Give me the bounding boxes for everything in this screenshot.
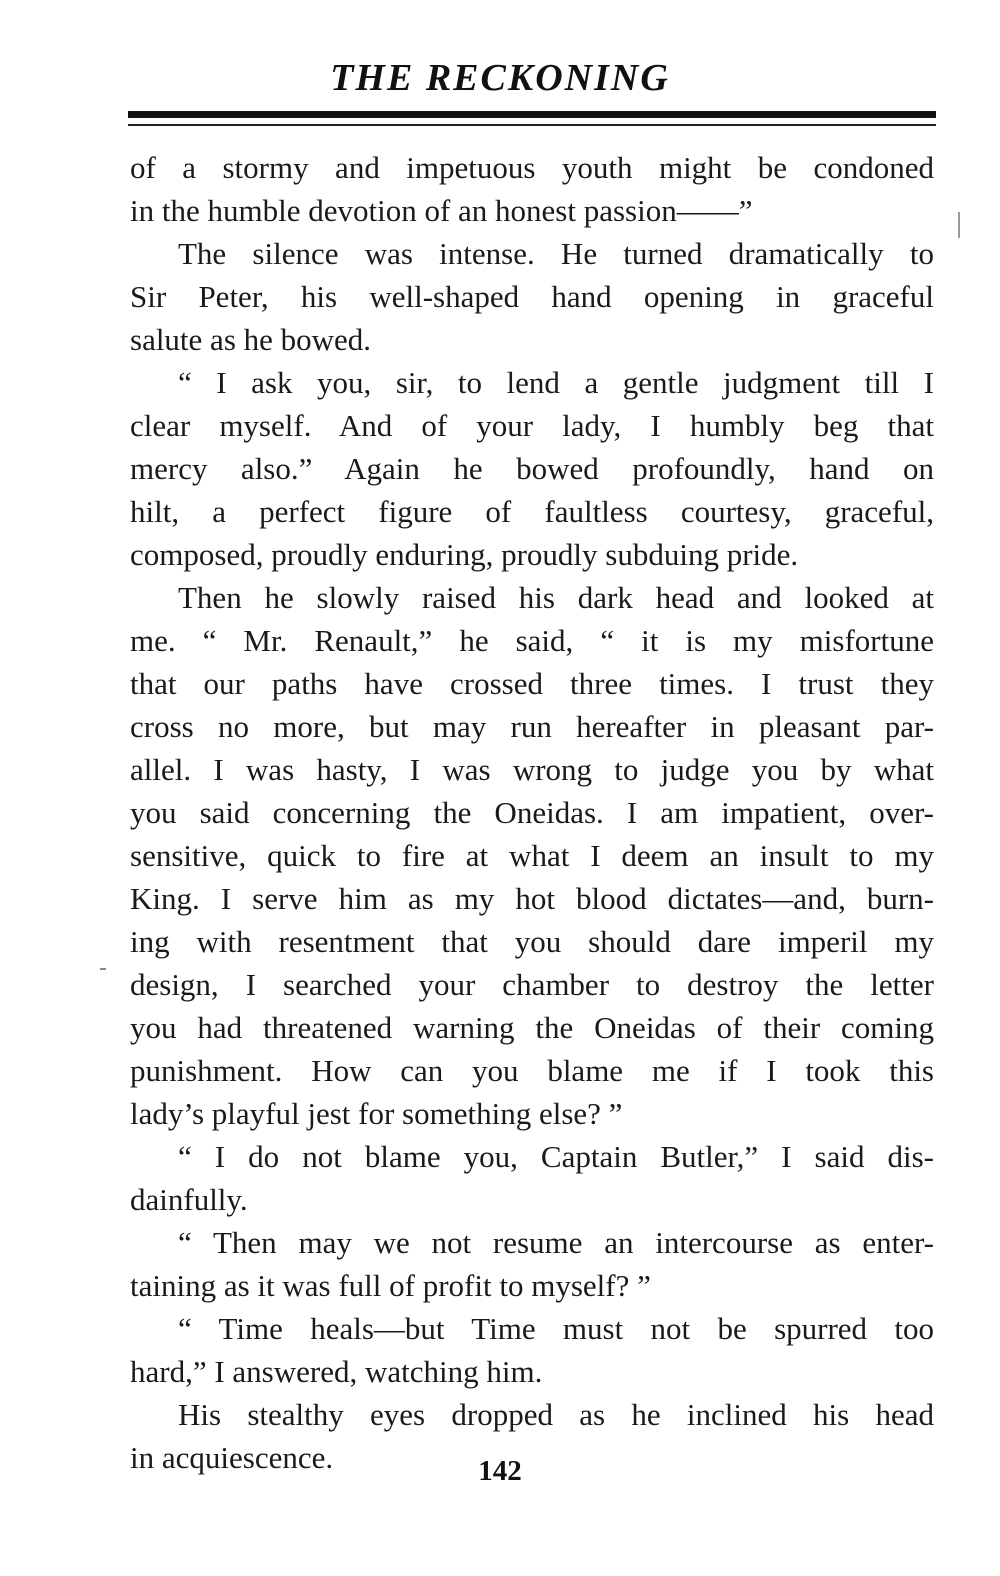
text-line: hard,” I answered, watching him. [130, 1354, 543, 1389]
text-line: that our paths have crossed three times. I trust they [130, 666, 934, 701]
text-line: “ I ask you, sir, to lend a gentle judgment till I [178, 365, 934, 400]
text-line: you had threatened warning the Oneidas of their coming [130, 1010, 934, 1045]
text-line: me. “ Mr. Renault,” he said, “ it is my misfortune [130, 623, 934, 658]
text-line: ing with resentment that you should dare imperil my [130, 924, 934, 959]
text-line: cross no more, but may run hereafter in pleasant par- [130, 709, 934, 744]
text-line: Sir Peter, his well-shaped hand opening in graceful [130, 279, 934, 314]
text-line: design, I searched your chamber to destroy the letter [130, 967, 934, 1002]
text-line: His stealthy eyes dropped as he inclined his head [178, 1397, 934, 1432]
text-line: composed, proudly enduring, proudly subduing pride. [130, 537, 799, 572]
text-line: punishment. How can you blame me if I took this [130, 1053, 934, 1088]
page-number: 142 [478, 1455, 522, 1487]
text-line: allel. I was hasty, I was wrong to judge you by what [130, 752, 934, 787]
text-line: hilt, a perfect figure of faultless courtesy, graceful, [130, 494, 934, 529]
body-text [130, 146, 934, 1479]
text-line: “ Time heals—but Time must not be spurred too [178, 1311, 934, 1346]
text-line: in acquiescence. [130, 1440, 334, 1475]
text-line: mercy also.” Again he bowed profoundly, hand on [130, 451, 934, 486]
text-line: Then he slowly raised his dark head and looked at [178, 580, 934, 615]
text-line: The silence was intense. He turned dramatically to [178, 236, 934, 271]
text-line: “ I do not blame you, Captain Butler,” I said dis- [178, 1139, 934, 1174]
text-line: dainfully. [130, 1182, 248, 1217]
text-line: lady’s playful jest for something else? ” [130, 1096, 623, 1131]
text-line: in the humble devotion of an honest passion——” [130, 193, 753, 228]
text-line: sensitive, quick to fire at what I deem an insult to my [130, 838, 934, 873]
text-line: clear myself. And of your lady, I humbly beg that [130, 408, 934, 443]
text-line: you said concerning the Oneidas. I am impatient, over- [130, 795, 934, 830]
margin-speck [958, 212, 960, 238]
text-line: salute as he bowed. [130, 322, 372, 357]
header-rule-thin [128, 124, 936, 126]
text-line: of a stormy and impetuous youth might be condoned [130, 150, 934, 185]
text-line: “ Then may we not resume an intercourse as enter- [178, 1225, 934, 1260]
margin-speck [100, 968, 106, 970]
text-line: King. I serve him as my hot blood dictates—and, burn- [130, 881, 934, 916]
text-line: taining as it was full of profit to myself? ” [130, 1268, 651, 1303]
running-head: THE RECKONING [330, 57, 670, 99]
header-rule-thick [128, 111, 936, 118]
